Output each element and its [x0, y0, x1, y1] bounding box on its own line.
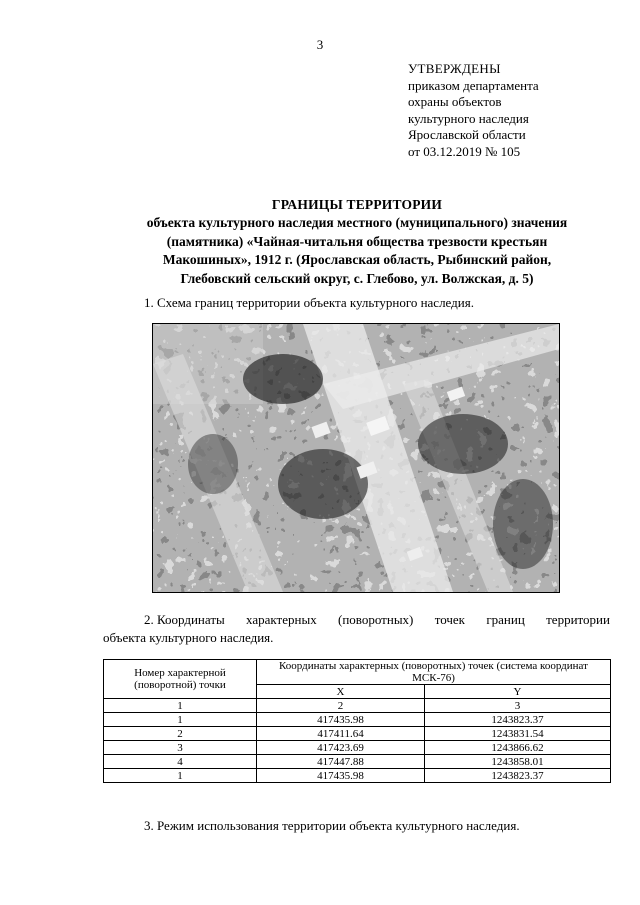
section-2-word: (поворотных)	[338, 612, 414, 627]
section-2-heading-line-2: объекта культурного наследия.	[103, 630, 274, 645]
coordinates-table	[103, 659, 611, 783]
x-cell: 417447.88	[257, 755, 425, 769]
point-cell: 2	[104, 727, 257, 741]
boundary-scheme-aerial-image	[152, 323, 560, 593]
title-subtitle	[100, 214, 614, 288]
approval-line: культурного наследия	[408, 110, 529, 126]
section-2-word: границ	[486, 612, 525, 627]
y-cell: 1243858.01	[425, 755, 611, 769]
table-row	[104, 713, 611, 727]
table-row	[104, 741, 611, 755]
approval-block	[408, 61, 539, 160]
table-row	[104, 755, 611, 769]
approval-line: от 03.12.2019 № 105	[408, 143, 521, 159]
y-cell: 1243866.62	[425, 741, 611, 755]
header-y: Y	[425, 685, 611, 699]
x-cell: 417423.69	[257, 741, 425, 755]
approval-line: УТВЕРЖДЕНЫ	[408, 61, 501, 76]
approval-line: Ярославской области	[408, 127, 526, 142]
point-cell: 4	[104, 755, 257, 769]
point-cell: 1	[104, 769, 257, 783]
table-row	[104, 727, 611, 741]
y-cell: 1243823.37	[425, 769, 611, 783]
section-3-heading: 3. Режим использования территории объекта культурного наследия.	[144, 818, 520, 833]
subtitle-line: объекта культурного наследия местного (муниципального) значения	[146, 215, 568, 230]
header-x: X	[257, 685, 425, 699]
subtitle-line: Макошиных», 1912 г. (Ярославская область, Рыбинский район,	[162, 252, 552, 267]
approval-line: приказом департамента	[408, 77, 539, 93]
column-number: 2	[257, 699, 425, 713]
header-coordinates: Координаты характерных (поворотных) точек (система координат МСК-76)	[257, 660, 611, 685]
header-point-number: Номер характерной (поворотной) точки	[104, 660, 257, 699]
section-2-word: 2. Координаты	[144, 612, 225, 627]
point-cell: 1	[104, 713, 257, 727]
table-row	[104, 769, 611, 783]
y-cell: 1243831.54	[425, 727, 611, 741]
y-cell: 1243823.37	[425, 713, 611, 727]
x-cell: 417411.64	[257, 727, 425, 741]
section-2-word: точек	[434, 612, 466, 627]
subtitle-line: (памятника) «Чайная-читальня общества трезвости крестьян	[166, 233, 548, 249]
x-cell: 417435.98	[257, 713, 425, 727]
point-cell: 3	[104, 741, 257, 755]
approval-line: охраны объектов	[408, 94, 502, 109]
subtitle-line: Глебовский сельский округ, с. Глебово, ул. Волжская, д. 5)	[180, 270, 534, 286]
title-main: ГРАНИЦЫ ТЕРРИТОРИИ	[271, 197, 443, 212]
section-2-word: территории	[546, 612, 610, 627]
section-2-word: характерных	[246, 612, 317, 627]
column-number: 3	[425, 699, 611, 713]
column-number: 1	[104, 699, 257, 713]
page-number: 3	[316, 37, 324, 52]
x-cell: 417435.98	[257, 769, 425, 783]
document-title	[100, 196, 614, 288]
section-1-heading: 1. Схема границ территории объекта культурного наследия.	[144, 295, 474, 310]
section-2-heading-line-1	[144, 611, 610, 629]
